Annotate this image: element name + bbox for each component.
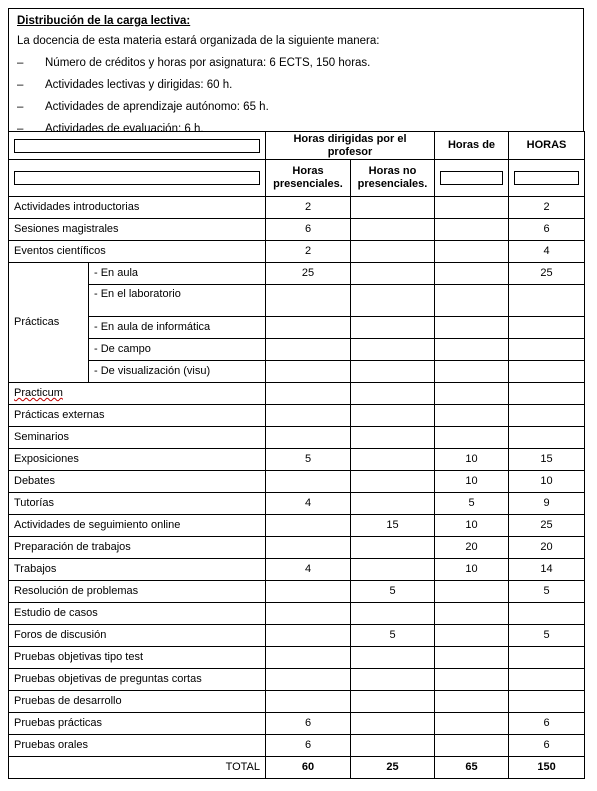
total-hours [509,285,585,317]
table-row [9,537,585,559]
autonomous-hours [435,735,509,757]
non-presential-hours [351,735,435,757]
table-row [9,515,585,537]
autonomous-hours [435,241,509,263]
non-presential-hours [351,219,435,241]
non-presential-hours [351,263,435,285]
presential-hours [266,537,351,559]
total-non-presential: 25 [351,757,435,779]
table-row [9,427,585,449]
non-presential-hours: 5 [351,581,435,603]
header-presential: Horas presenciales. [266,160,351,197]
presential-hours [266,515,351,537]
autonomous-hours [435,197,509,219]
header-blank-cell [435,160,509,197]
dash-bullet: – [17,123,24,135]
dash-bullet: – [17,101,24,113]
autonomous-hours: 5 [435,493,509,515]
autonomous-hours [435,713,509,735]
non-presential-hours [351,339,435,361]
row-label: Pruebas de desarrollo [9,691,266,713]
table-row [9,471,585,493]
header-hours-of: Horas de [435,132,509,160]
non-presential-hours [351,317,435,339]
total-hours [509,405,585,427]
autonomous-hours [435,219,509,241]
intro-lead: La docencia de esta materia estará organizada de la siguiente manera: [17,35,380,47]
row-label: Pruebas prácticas [9,713,266,735]
row-label: Pruebas orales [9,735,266,757]
non-presential-hours [351,559,435,581]
totals-label: TOTAL [9,757,266,779]
presential-hours [266,361,351,383]
row-label: Actividades de seguimiento online [9,515,266,537]
autonomous-hours [435,263,509,285]
total-hours [509,361,585,383]
row-label: Actividades introductorias [9,197,266,219]
total-hours [509,669,585,691]
autonomous-hours [435,647,509,669]
presential-hours [266,317,351,339]
presential-hours: 25 [266,263,351,285]
sub-row-label: - En el laboratorio [89,285,266,317]
totals-row [9,757,585,779]
total-hours [509,383,585,405]
header-total-hours: HORAS [509,132,585,160]
table-row [9,285,585,317]
header-non-presential: Horas no presenciales. [351,160,435,197]
table-row [9,197,585,219]
autonomous-hours [435,691,509,713]
presential-hours [266,603,351,625]
total-hours: 15 [509,449,585,471]
presential-hours [266,427,351,449]
table-row [9,493,585,515]
table-row [9,647,585,669]
presential-hours [266,647,351,669]
presential-hours [266,383,351,405]
non-presential-hours [351,383,435,405]
autonomous-hours: 10 [435,471,509,493]
presential-hours: 4 [266,493,351,515]
table-row [9,669,585,691]
header-blank-cell [9,132,266,160]
total-presential: 60 [266,757,351,779]
non-presential-hours [351,691,435,713]
presential-hours: 6 [266,735,351,757]
course-load-table [8,131,585,779]
total-hours: 10 [509,471,585,493]
dash-bullet: – [17,57,24,69]
row-label: Debates [9,471,266,493]
intro-item-text: Actividades lectivas y dirigidas: 60 h. [45,79,233,91]
total-hours: 6 [509,713,585,735]
non-presential-hours [351,603,435,625]
autonomous-hours [435,603,509,625]
total-hours: 2 [509,197,585,219]
header-blank-cell [9,160,266,197]
row-label [9,383,266,405]
row-label: Tutorías [9,493,266,515]
row-label: Exposiciones [9,449,266,471]
header-input-box [440,171,503,185]
total-hours [509,603,585,625]
total-hours [509,427,585,449]
total-hours: 20 [509,537,585,559]
presential-hours [266,471,351,493]
presential-hours: 5 [266,449,351,471]
autonomous-hours [435,339,509,361]
non-presential-hours [351,669,435,691]
row-label: Foros de discusión [9,625,266,647]
table-row [9,361,585,383]
table-row [9,383,585,405]
non-presential-hours [351,471,435,493]
presential-hours [266,669,351,691]
non-presential-hours [351,427,435,449]
presential-hours [266,581,351,603]
header-row-2 [9,160,585,197]
presential-hours [266,405,351,427]
table-row [9,603,585,625]
row-label: Trabajos [9,559,266,581]
total-hours: 4 [509,241,585,263]
autonomous-hours [435,405,509,427]
row-label: Pruebas objetivas tipo test [9,647,266,669]
table-row [9,625,585,647]
non-presential-hours [351,449,435,471]
non-presential-hours [351,537,435,559]
non-presential-hours [351,713,435,735]
intro-item-text: Número de créditos y horas por asignatura: 6 ECTS, 150 horas. [45,57,371,69]
non-presential-hours [351,493,435,515]
autonomous-hours: 20 [435,537,509,559]
total-hours: 5 [509,625,585,647]
autonomous-hours [435,285,509,317]
non-presential-hours: 15 [351,515,435,537]
presential-hours [266,625,351,647]
total-hours: 25 [509,263,585,285]
non-presential-hours [351,405,435,427]
autonomous-hours [435,427,509,449]
autonomous-hours [435,581,509,603]
sub-row-label: - En aula de informática [89,317,266,339]
sub-row-label: - En aula [89,263,266,285]
header-input-box [514,171,579,185]
sub-row-label: - De campo [89,339,266,361]
autonomous-hours: 10 [435,559,509,581]
header-input-box [14,171,260,185]
header-blank-cell [509,160,585,197]
table-row [9,559,585,581]
presential-hours: 2 [266,197,351,219]
presential-hours [266,285,351,317]
presential-hours: 6 [266,713,351,735]
presential-hours [266,691,351,713]
table-row [9,735,585,757]
row-label: Eventos científicos [9,241,266,263]
row-label: Pruebas objetivas de preguntas cortas [9,669,266,691]
non-presential-hours [351,647,435,669]
table-row [9,339,585,361]
row-label-text: Practicum [14,387,63,399]
total-hours: 25 [509,515,585,537]
intro-item [17,99,575,115]
total-hours [509,339,585,361]
intro-item [17,55,575,71]
table-row [9,241,585,263]
presential-hours [266,339,351,361]
dash-bullet: – [17,79,24,91]
total-hours [509,317,585,339]
table-row [9,405,585,427]
total-hours: 14 [509,559,585,581]
total-hours [509,691,585,713]
row-label: Estudio de casos [9,603,266,625]
intro-item [17,77,575,93]
autonomous-hours [435,317,509,339]
presential-hours: 4 [266,559,351,581]
total-hours: 6 [509,735,585,757]
table-row [9,219,585,241]
intro-item-text: Actividades de evaluación: 6 h. [45,123,204,135]
row-label: Seminarios [9,427,266,449]
total-hours: 5 [509,581,585,603]
non-presential-hours: 5 [351,625,435,647]
table-row [9,691,585,713]
header-directed-hours: Horas dirigidas por el profesor [266,132,435,160]
table-row [9,263,585,285]
table-row [9,317,585,339]
total-hours: 6 [509,219,585,241]
autonomous-hours [435,669,509,691]
total-hours [509,647,585,669]
autonomous-hours: 10 [435,449,509,471]
practicas-label: Prácticas [9,263,89,383]
autonomous-hours [435,361,509,383]
non-presential-hours [351,241,435,263]
presential-hours: 6 [266,219,351,241]
autonomous-hours [435,383,509,405]
table-row [9,449,585,471]
non-presential-hours [351,361,435,383]
non-presential-hours [351,197,435,219]
header-input-box [14,139,260,153]
total-autonomous: 65 [435,757,509,779]
section-title: Distribución de la carga lectiva: [17,15,191,27]
row-label: Resolución de problemas [9,581,266,603]
header-row-1 [9,132,585,160]
table-row [9,713,585,735]
course-load-intro [8,8,584,135]
row-label: Sesiones magistrales [9,219,266,241]
non-presential-hours [351,285,435,317]
autonomous-hours [435,625,509,647]
sub-row-label: - De visualización (visu) [89,361,266,383]
autonomous-hours: 10 [435,515,509,537]
row-label: Preparación de trabajos [9,537,266,559]
total-hours: 9 [509,493,585,515]
table-row [9,581,585,603]
row-label: Prácticas externas [9,405,266,427]
total-hours-sum: 150 [509,757,585,779]
presential-hours: 2 [266,241,351,263]
intro-item-text: Actividades de aprendizaje autónomo: 65 h. [45,101,269,113]
